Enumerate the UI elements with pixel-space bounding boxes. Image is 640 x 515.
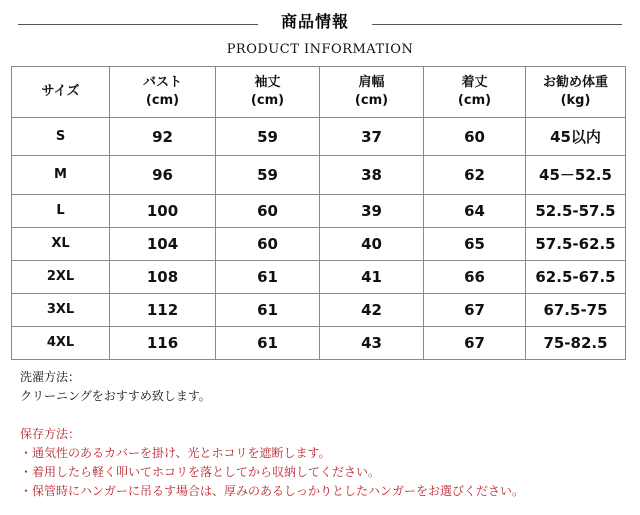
- table-cell: 60: [424, 118, 526, 156]
- table-cell: 62.5-67.5: [526, 260, 626, 293]
- table-cell: 3XL: [12, 293, 110, 326]
- table-cell: 112: [110, 293, 216, 326]
- header-shoulder: 肩幅 (cm): [320, 67, 424, 118]
- table-cell: 59: [216, 156, 320, 194]
- table-header-row: [12, 67, 626, 118]
- table-cell: XL: [12, 227, 110, 260]
- table-cell: 116: [110, 326, 216, 359]
- table-cell: 67: [424, 293, 526, 326]
- table-cell: S: [12, 118, 110, 156]
- header-size: サイズ: [12, 67, 110, 118]
- table-cell: 61: [216, 293, 320, 326]
- page-header: [0, 6, 640, 42]
- table-cell: 96: [110, 156, 216, 194]
- washing-title: 洗濯方法：: [20, 370, 81, 384]
- table-row: [12, 326, 626, 359]
- storage-item: ・着用したら軽く叩いてホコリを落としてから収納してください。: [20, 465, 381, 479]
- table-cell: 52.5-57.5: [526, 194, 626, 227]
- table-cell: 43: [320, 326, 424, 359]
- table-cell: 61: [216, 260, 320, 293]
- table-cell: 45以内: [526, 118, 626, 156]
- table-cell: 37: [320, 118, 424, 156]
- table-row: [12, 194, 626, 227]
- table-cell: M: [12, 156, 110, 194]
- header-sleeve: 袖丈 (cm): [216, 67, 320, 118]
- table-cell: 2XL: [12, 260, 110, 293]
- table-row: [12, 260, 626, 293]
- storage-item: ・保管時にハンガーに吊るす場合は、厚みのあるしっかりとしたハンガーをお選びください。: [20, 484, 525, 498]
- table-cell: 108: [110, 260, 216, 293]
- table-cell: 66: [424, 260, 526, 293]
- table-cell: 65: [424, 227, 526, 260]
- table-cell: 67: [424, 326, 526, 359]
- table-cell: 60: [216, 227, 320, 260]
- table-row: [12, 118, 626, 156]
- header-divider-right: [372, 24, 622, 25]
- table-row: [12, 227, 626, 260]
- header-bust: バスト (cm): [110, 67, 216, 118]
- table-cell: 40: [320, 227, 424, 260]
- storage-title: 保存方法：: [20, 427, 81, 441]
- page-subtitle: PRODUCT INFORMATION: [226, 42, 414, 57]
- washing-text: クリーニングをおすすめ致します。: [20, 389, 211, 403]
- care-notes: [20, 368, 630, 501]
- table-cell: 57.5-62.5: [526, 227, 626, 260]
- table-cell: 61: [216, 326, 320, 359]
- table-cell: 100: [110, 194, 216, 227]
- table-cell: L: [12, 194, 110, 227]
- table-cell: 4XL: [12, 326, 110, 359]
- size-table: [11, 66, 626, 360]
- table-cell: 42: [320, 293, 424, 326]
- table-cell: 67.5-75: [526, 293, 626, 326]
- table-cell: 59: [216, 118, 320, 156]
- page-title: 商品情報: [280, 12, 349, 31]
- header-weight: お勧め体重 (kg): [526, 67, 626, 118]
- table-cell: 64: [424, 194, 526, 227]
- table-cell: 39: [320, 194, 424, 227]
- table-cell: 41: [320, 260, 424, 293]
- table-cell: 92: [110, 118, 216, 156]
- table-row: [12, 293, 626, 326]
- table-cell: 62: [424, 156, 526, 194]
- storage-item: ・通気性のあるカバーを掛け、光とホコリを遮断します。: [20, 446, 331, 460]
- header-divider-left: [18, 24, 258, 25]
- table-cell: 38: [320, 156, 424, 194]
- table-cell: 45－52.5: [526, 156, 626, 194]
- table-cell: 104: [110, 227, 216, 260]
- table-cell: 75-82.5: [526, 326, 626, 359]
- table-row: [12, 156, 626, 194]
- table-cell: 60: [216, 194, 320, 227]
- header-length: 着丈 (cm): [424, 67, 526, 118]
